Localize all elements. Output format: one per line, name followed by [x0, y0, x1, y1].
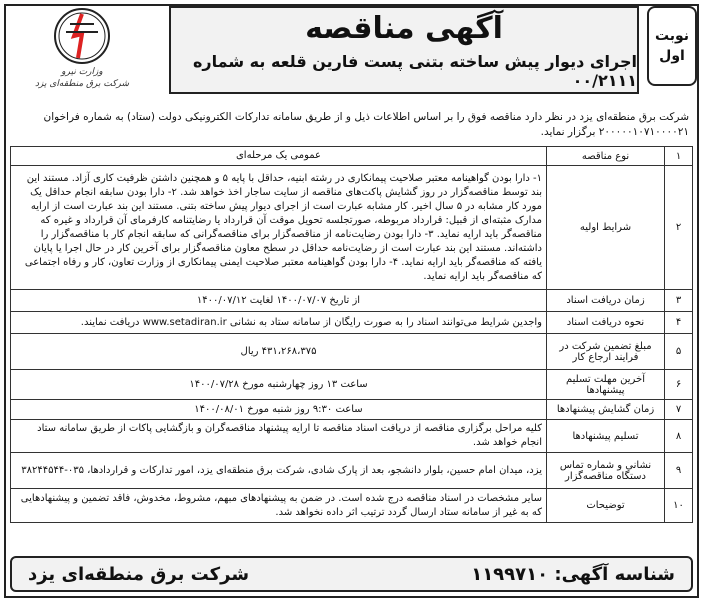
row-label: مبلغ تضمین شرکت در فرایند ارجاع کار: [547, 334, 665, 370]
footer-banner: [10, 556, 693, 592]
intro-paragraph: شرکت برق منطقه‌ای یزد در نظر دارد مناقصه فوق را بر اساس اطلاعات ذیل و از طریق سامانه تدارکات الکترونیکی دولت (ستاد) به شماره فراخوان ۲۰۰۰۰۰۱۰۷۱۰۰۰۰۲۱ برگزار نماید.: [43, 111, 689, 138]
row-label: نشانی و شماره تماس دستگاه مناقصه‌گزار: [547, 453, 665, 489]
row-number: ۷: [665, 400, 693, 420]
row-number: ۹: [665, 453, 693, 489]
row-label: شرایط اولیه: [547, 166, 665, 290]
table-row: [11, 400, 693, 420]
row-content: ۴۳۱،۲۶۸،۳۷۵ ریال: [11, 334, 547, 370]
publication-round-line1: نوبت: [654, 28, 690, 44]
table-row: [11, 453, 693, 489]
row-content: عمومی یک مرحله‌ای: [11, 147, 547, 166]
title-box: [169, 6, 639, 94]
row-number: ۴: [665, 312, 693, 334]
row-content: ساعت ۱۳ روز چهارشنبه مورخ ۱۴۰۰/۰۷/۲۸: [11, 370, 547, 400]
row-content: واجدین شرایط می‌توانند اسناد را به صورت رایگان از سامانه ستاد به نشانی www.setadiran.ir دریافت نمایند.: [11, 312, 547, 334]
row-label: نوع مناقصه: [547, 147, 665, 166]
table-row: [11, 312, 693, 334]
table-row: [11, 420, 693, 453]
table-row: [11, 290, 693, 312]
row-label: آخرین مهلت تسلیم پیشنهادها: [547, 370, 665, 400]
row-label: تسلیم پیشنهادها: [547, 420, 665, 453]
row-number: ۵: [665, 334, 693, 370]
row-label: نحوه دریافت اسناد: [547, 312, 665, 334]
row-number: ۸: [665, 420, 693, 453]
row-content: از تاریخ ۱۴۰۰/۰۷/۰۷ لغایت ۱۴۰۰/۰۷/۱۲: [11, 290, 547, 312]
logo-text-company: شرکت برق منطقه‌ای یزد: [35, 79, 129, 89]
row-content: سایر مشخصات در اسناد مناقصه درج شده است. در ضمن به پیشنهادهای مبهم، مشروط، مخدوش، فاقد تضمین و پیشنهادهایی که به غیر از سامانه ستاد ارسال گردد ترتیب اثر داده نخواهد شد.: [11, 489, 547, 523]
row-number: ۶: [665, 370, 693, 400]
tender-details-table: [10, 146, 693, 523]
row-content: یزد، میدان امام حسین، بلوار دانشجو، بعد از پارک شادی، شرکت برق منطقه‌ای یزد، امور تدارکات و قراردادها، ۰۳۵-۳۸۲۴۴۵۴۴: [11, 453, 547, 489]
row-content: کلیه مراحل برگزاری مناقصه از دریافت اسناد مناقصه تا ارایه پیشنهاد مناقصه‌گران و بازگشایی پاکات از طریق سامانه ستاد انجام خواهد شد.: [11, 420, 547, 453]
row-number: ۱۰: [665, 489, 693, 523]
table-row: [11, 334, 693, 370]
row-label: توضیحات: [547, 489, 665, 523]
row-number: ۲: [665, 166, 693, 290]
row-content: ۱- دارا بودن گواهینامه معتبر صلاحیت پیمانکاری در رشته ابنیه، حداقل با پایه ۵ و همچنین داشتن ظرفیت کاری آزاد. مستند این بند توسط مناقصه‌گزار در روز گشایش پاکت‌های مناقصه از سایت ساجار اخذ خواهد شد. ۲- دارا بودن سابقه انجام حداقل یک مورد کار مشابه در ۵ سال اخیر. کار مشابه عبارت است از اجرای دیوار پیش ساخته بتنی. مستند این بند عبارت است از ارایه مدارک مثبته‌ای از قبیل: قرارداد مربوطه، صورتجلسه تحویل موقت آن قرارداد یا رضایتنامه کارفرمای آن قرارداد و غیره که مناقصه‌گر باید ارایه نماید. ۳- دارا بودن رضایت‌نامه از مناقصه‌گزار برای مناقصه‌گرانی که سابقه انجام کار با مناقصه‌گزار را داشته‌اند. مستند این بند عبارت است از رضایت‌نامه حداقل در سطح معاون مناقصه‌گزار برای آخرین کار در حال اجرا یا پایان یافته که مناقصه‌گر باید ارایه نماید. ۴- دارا بودن گواهینامه معتبر صلاحیت ایمنی پیمانکاری از وزارت تعاون، کار و رفاه اجتماعی که مناقصه‌گر باید ارایه نماید.: [11, 166, 547, 290]
page-subtitle: اجرای دیوار پیش ساخته بتنی پست فارین قلعه به شماره ۰۰/۲۱۱۱: [192, 52, 637, 90]
power-company-logo-icon: [52, 6, 112, 66]
logo: [12, 6, 152, 102]
company-name: شرکت برق منطقه‌ای یزد: [28, 563, 250, 585]
publication-round-box: [647, 6, 697, 86]
page-title: آگهی مناقصه: [305, 11, 503, 46]
table-row: [11, 370, 693, 400]
table-row: [11, 489, 693, 523]
row-label: زمان دریافت اسناد: [547, 290, 665, 312]
publication-round-line2: اول: [659, 48, 685, 64]
logo-text-ministry: وزارت نیرو: [61, 67, 103, 77]
row-content: ساعت ۹:۳۰ روز شنبه مورخ ۱۴۰۰/۰۸/۰۱: [11, 400, 547, 420]
row-number: ۱: [665, 147, 693, 166]
header: [6, 6, 697, 106]
table-row: [11, 147, 693, 166]
row-label: زمان گشایش پیشنهادها: [547, 400, 665, 420]
ad-id: شناسه آگهی: ۱۱۹۹۷۱۰: [471, 563, 675, 585]
row-number: ۳: [665, 290, 693, 312]
table-row: [11, 166, 693, 290]
